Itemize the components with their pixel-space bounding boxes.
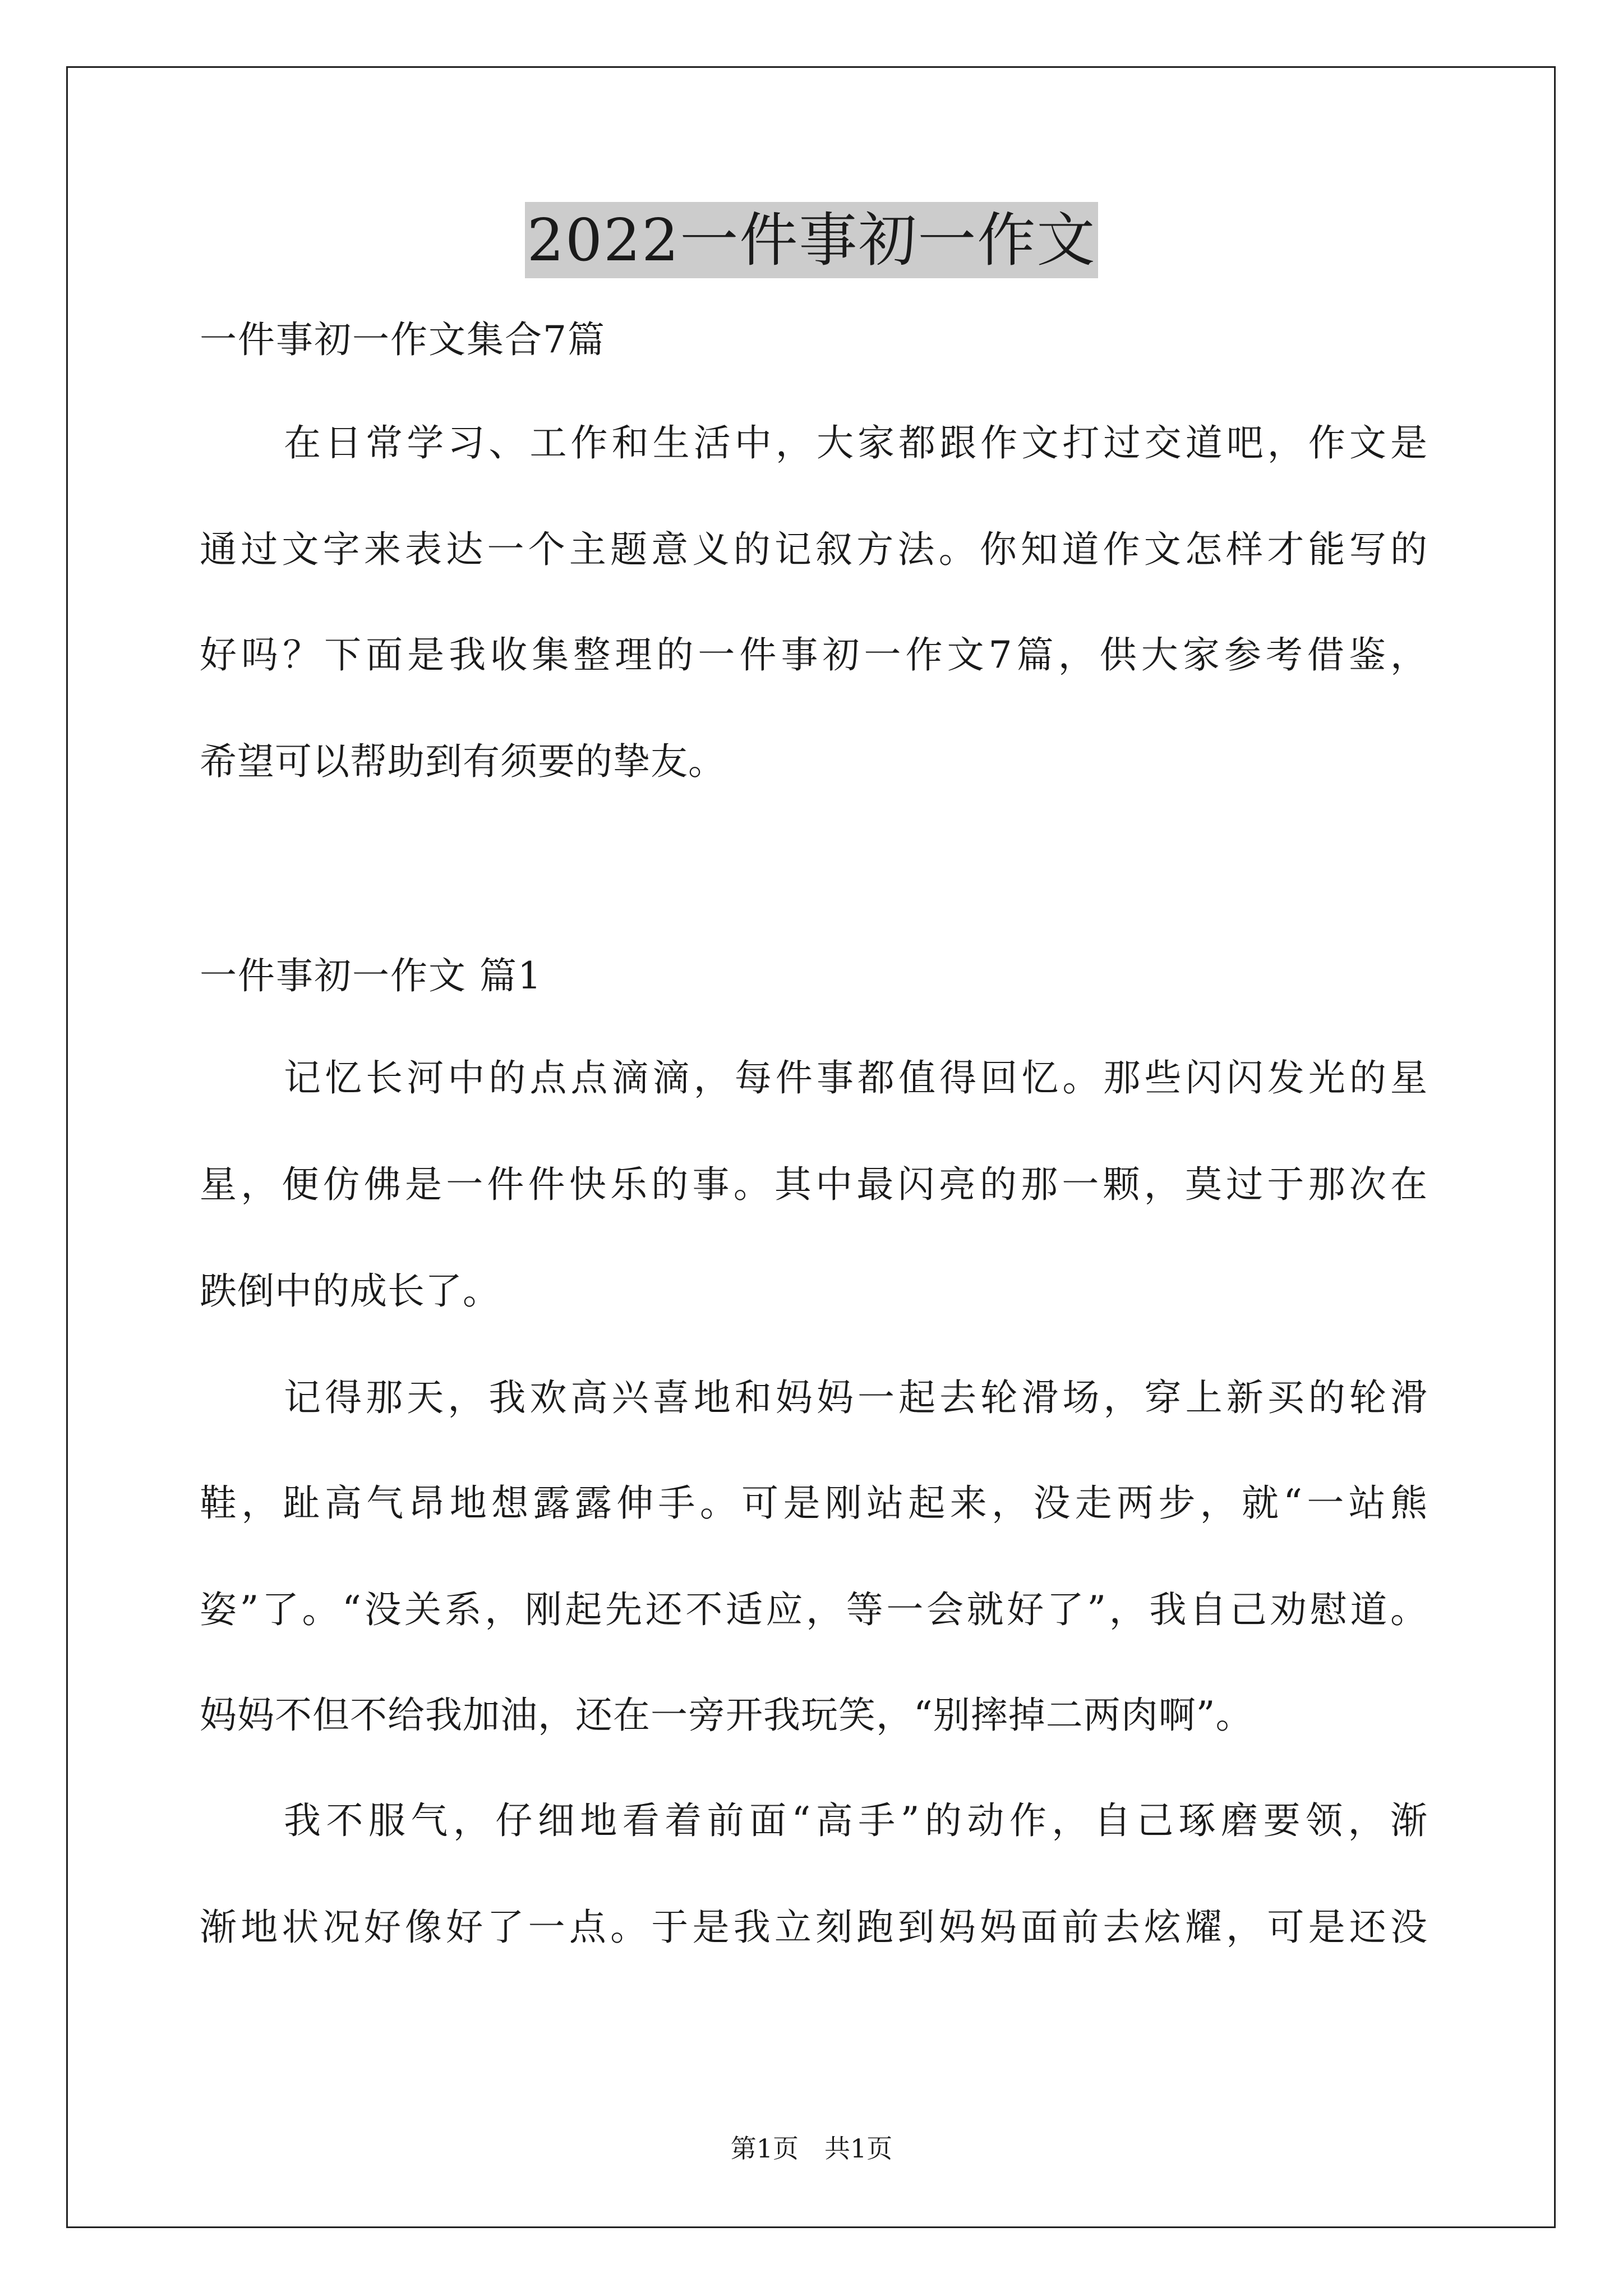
p3-line-1: 我不服气，仔细地看着前面“高手”的动作，自己琢磨要领，渐 (284, 1799, 1428, 1842)
p2-line-2: 鞋，趾高气昂地想露露伸手。可是刚站起来，没走两步，就“一站熊 (200, 1481, 1428, 1525)
p3-line-2: 渐地状况好像好了一点。于是我立刻跑到妈妈面前去炫耀，可是还没 (200, 1906, 1428, 1949)
intro-line-4: 希望可以帮助到有须要的挚友。 (200, 740, 726, 783)
p2-line-4: 妈妈不但不给我加油，还在一旁开我玩笑，“别摔掉二两肉啊”。 (200, 1694, 1253, 1737)
section-heading: 一件事初一作文 篇1 (200, 954, 542, 997)
page-border (66, 66, 1556, 2228)
p1-line-3: 跌倒中的成长了。 (200, 1269, 500, 1313)
p2-line-1: 记得那天，我欢高兴喜地和妈妈一起去轮滑场，穿上新买的轮滑 (284, 1376, 1428, 1419)
p1-line-2: 星，便仿佛是一件件快乐的事。其中最闪亮的那一颗，莫过于那次在 (200, 1163, 1428, 1206)
title-container (0, 202, 1623, 278)
document-title: 2022一件事初一作文 (525, 202, 1099, 278)
intro-line-3: 好吗？下面是我收集整理的一件事初一作文7篇，供大家参考借鉴， (200, 633, 1428, 677)
document-subtitle: 一件事初一作文集合7篇 (200, 318, 606, 361)
intro-line-2: 通过文字来表达一个主题意义的记叙方法。你知道作文怎样才能写的 (200, 528, 1428, 571)
intro-line-1: 在日常学习、工作和生活中，大家都跟作文打过交道吧，作文是 (284, 421, 1428, 464)
p1-line-1: 记忆长河中的点点滴滴，每件事都值得回忆。那些闪闪发光的星 (284, 1056, 1428, 1099)
p2-line-3: 姿”了。“没关系，刚起先还不适应，等一会就好了”，我自己劝慰道。 (200, 1588, 1428, 1631)
page-footer: 第1页 共1页 (730, 2133, 893, 2164)
